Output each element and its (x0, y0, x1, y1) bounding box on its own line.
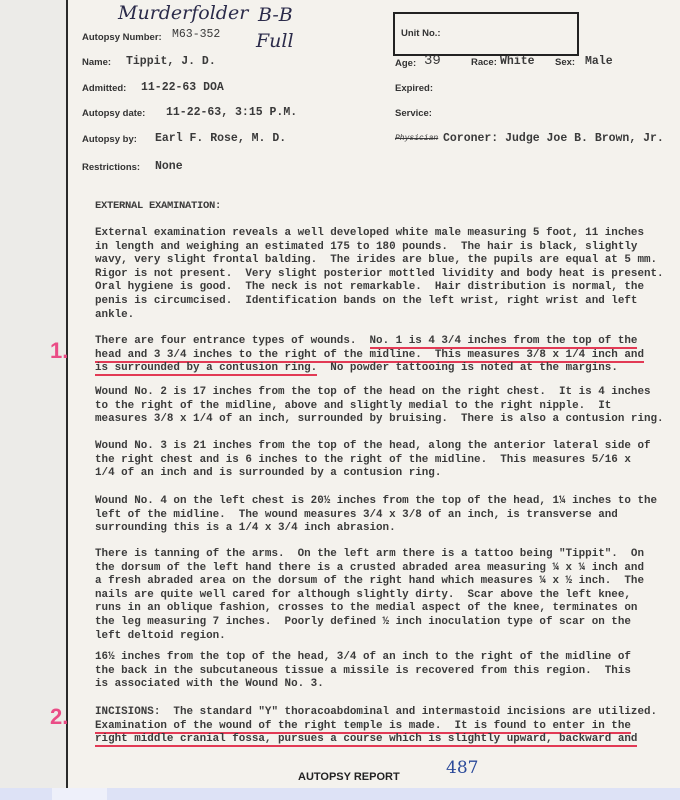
text-segment: There are four entrance types of wounds. (95, 335, 370, 347)
race-label: Race: (471, 57, 497, 68)
text-segment: Rigor is not present. Very slight posterior mottled lividity and body heat is present. (95, 267, 664, 280)
text-segment: runs in an oblique fashion, crosses to the medial aspect of the knee, terminates on (95, 602, 638, 615)
text-segment: measures 3/8 x 1/4 of an inch, surrounded by bruising. There is also a contusion ring. (95, 413, 664, 426)
paragraph (95, 651, 631, 692)
text-line (95, 616, 644, 630)
service-label: Service: (395, 108, 432, 119)
paragraph (95, 335, 644, 376)
text-line (95, 400, 664, 414)
underlined-text: is surrounded by a contusion ring. (95, 362, 318, 375)
paragraph (95, 548, 644, 643)
text-line (95, 362, 644, 376)
text-line (95, 562, 644, 576)
admitted-value: 11-22-63 DOA (141, 81, 224, 94)
race-value: White (500, 55, 535, 68)
text-segment: to the right of the midline, above and slightly medial to the right nipple. It (95, 399, 612, 412)
report-title-footer: AUTOPSY REPORT (298, 771, 400, 783)
struck-physician-text: Physician (395, 134, 439, 143)
paragraph (95, 440, 651, 481)
page-number: 487 (446, 758, 479, 778)
text-line (95, 495, 657, 509)
restrictions-value: None (155, 160, 183, 173)
text-line (95, 651, 631, 665)
text-segment: There is tanning of the arms. On the left arm there is a tattoo being "Tippit". On (95, 548, 644, 560)
text-segment: 1/4 of an inch and is surrounded by a contusion ring. (95, 467, 442, 480)
underlined-text: right middle cranial fossa, pursues a course which is slightly upward, backward and (95, 733, 638, 746)
text-segment: INCISIONS: The standard "Y" thoracoabdominal and intermastoid incisions are utilized. (95, 706, 658, 718)
text-segment: Wound No. 4 on the left chest is 20½ inches from the top of the head, 1¼ inches to the (95, 495, 658, 507)
autopsy-date-value: 11-22-63, 3:15 P.M. (166, 106, 298, 119)
autopsy-number-value: M63-352 (172, 28, 221, 41)
text-segment: wavy, very slight frontal balding. The irides are blue, the pupils are equal at 5 mm. (95, 254, 658, 267)
autopsy-by-value: Earl F. Rose, M. D. (155, 132, 287, 145)
paragraph (95, 495, 657, 536)
handwritten-note: Murderfolder (118, 2, 249, 24)
text-line (95, 665, 631, 679)
text-line (95, 227, 664, 241)
text-segment: the back in the subcutaneous tissue a missile is recovered from this region. This (95, 664, 631, 677)
viewer-bottom-bar (0, 788, 680, 800)
text-line (95, 440, 651, 454)
handwritten-initials: B-B (258, 4, 293, 26)
text-segment: surrounding this is a 1/4 x 3/4 inch abrasion. (95, 522, 396, 535)
text-segment: the right chest and is 6 inches to the right of the midline. This measures 5/16 x (95, 453, 631, 466)
paragraph (95, 386, 664, 427)
text-line (95, 254, 664, 268)
restrictions-label: Restrictions: (82, 162, 141, 173)
text-segment: left deltoid region. (95, 629, 226, 642)
autopsy-date-label: Autopsy date: (82, 108, 146, 119)
text-segment: Oral hygiene is good. The neck is not remarkable. Hair distribution is normal, the (95, 281, 644, 294)
age-value: 39 (424, 53, 441, 69)
underlined-text: Examination of the wound of the right temple is made. It is found to enter in the (95, 719, 631, 732)
text-line (95, 548, 644, 562)
sex-value: Male (585, 55, 613, 68)
sex-label: Sex: (555, 57, 576, 68)
text-line (95, 386, 664, 400)
text-segment: Wound No. 3 is 21 inches from the top of the head, along the anterior lateral side of (95, 440, 651, 452)
handwritten-full: Full (256, 30, 294, 52)
section-heading-external-examination: EXTERNAL EXAMINATION: (95, 200, 222, 212)
text-line (95, 335, 644, 349)
text-line (95, 309, 664, 323)
text-line (95, 522, 657, 536)
text-segment: ankle. (95, 308, 135, 321)
text-line (95, 241, 664, 255)
text-line (95, 678, 631, 692)
text-line (95, 281, 664, 295)
admitted-label: Admitted: (82, 83, 127, 94)
scan-margin (0, 0, 69, 788)
text-line (95, 602, 644, 616)
text-segment: a fresh abraded area on the dorsum of the right hand which measures ¼ x ½ inch. The (95, 575, 644, 588)
annotation-marker-1: 1. (50, 338, 69, 363)
text-segment: No powder tattooing is noted at the margins. (317, 362, 618, 375)
text-segment: is associated with the Wound No. 3. (95, 678, 324, 691)
text-line (95, 268, 664, 282)
text-line (95, 630, 644, 644)
paragraph (95, 227, 664, 322)
text-line (95, 413, 664, 427)
annotation-marker-2: 2. (50, 704, 69, 729)
text-line (95, 295, 664, 309)
text-line (95, 467, 651, 481)
unit-number-label: Unit No.: (401, 28, 441, 39)
underlined-text: No. 1 is 4 3/4 inches from the top of the (369, 335, 638, 347)
text-line (95, 349, 644, 363)
text-line (95, 706, 657, 720)
text-segment: 16½ inches from the top of the head, 3/4 of an inch to the right of the midline of (95, 651, 631, 663)
text-segment: External examination reveals a well developed white male measuring 5 foot, 11 inches (95, 227, 644, 239)
name-value: Tippit, J. D. (126, 55, 216, 68)
text-segment: Wound No. 2 is 17 inches from the top of the head on the right chest. It is 4 inches (95, 386, 651, 398)
text-segment: left of the midline. The wound measures 3/4 x 3/8 of an inch, is transverse and (95, 508, 618, 521)
autopsy-by-label: Autopsy by: (82, 134, 137, 145)
text-line (95, 720, 657, 734)
text-segment: the dorsum of the left hand there is a crusted abraded area measuring ¼ x ¼ inch and (95, 561, 644, 574)
coroner-value: Coroner: Judge Joe B. Brown, Jr. (443, 132, 664, 145)
page-edge-line (66, 0, 68, 788)
text-segment: the leg measuring 7 inches. Poorly defined ½ inch inoculation type of scar on the (95, 615, 631, 628)
text-segment: in length and weighing an estimated 175 to 180 pounds. The hair is black, slightly (95, 240, 638, 253)
underlined-text: head and 3 3/4 inches to the right of the midline. This measures 3/8 x 1/4 inch and (95, 348, 644, 361)
paragraph (95, 706, 657, 747)
autopsy-number-label: Autopsy Number: (82, 32, 162, 43)
text-line (95, 575, 644, 589)
text-line (95, 733, 657, 747)
text-line (95, 454, 651, 468)
text-line (95, 509, 657, 523)
text-segment: nails are quite well cared for although slightly dirty. Scar above the left knee, (95, 588, 631, 601)
text-segment: penis is circumcised. Identification bands on the left wrist, right wrist and left (95, 294, 638, 307)
name-label: Name: (82, 57, 112, 68)
unit-number-box (393, 12, 579, 56)
text-line (95, 589, 644, 603)
expired-label: Expired: (395, 83, 434, 94)
age-label: Age: (395, 58, 417, 69)
